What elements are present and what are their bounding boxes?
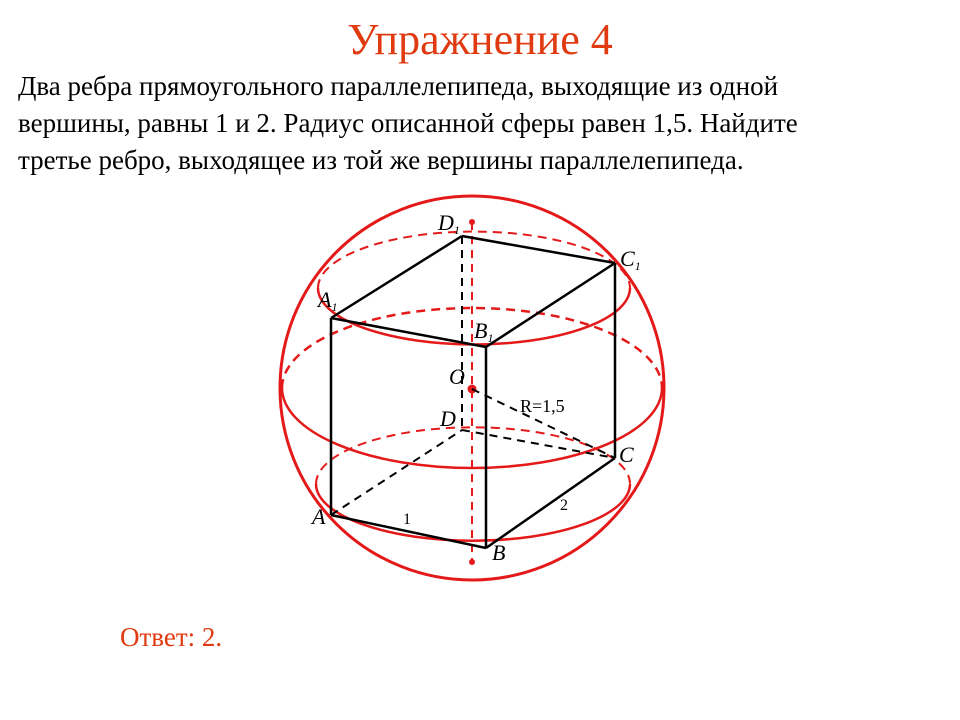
top-circle-back: [318, 232, 630, 288]
problem-line-1: Два ребра прямоугольного параллелепипеда, выходящие из одной: [18, 71, 779, 101]
vertex-label-a1: A1: [318, 287, 338, 314]
vertex-label-c1: C1: [620, 246, 641, 273]
vertex-label-a: A: [312, 504, 326, 529]
slide-title: Упражнение 4: [347, 15, 613, 64]
vertex-label-o: O: [449, 364, 465, 389]
edge-label-bc: 2: [560, 497, 568, 514]
pole-bottom: [469, 559, 475, 565]
radius-label: R=1,5: [520, 396, 565, 416]
vertex-label-b1: B1: [474, 318, 494, 345]
vertex-label-c: C: [619, 442, 634, 467]
problem-line-3: третье ребро, выходящее из той же вершины параллелепипеда.: [18, 145, 744, 175]
vertex-label-d1: D1: [438, 210, 460, 237]
problem-line-2: вершины, равны 1 и 2. Радиус описанной сферы равен 1,5. Найдите: [18, 108, 798, 138]
edge-ad: [331, 430, 462, 515]
vertex-label-d: D: [440, 406, 456, 431]
vertex-label-b: B: [492, 540, 506, 565]
pole-top: [469, 219, 475, 225]
edge-label-ab: 1: [403, 511, 411, 528]
answer-text: Ответ: 2.: [120, 622, 223, 652]
